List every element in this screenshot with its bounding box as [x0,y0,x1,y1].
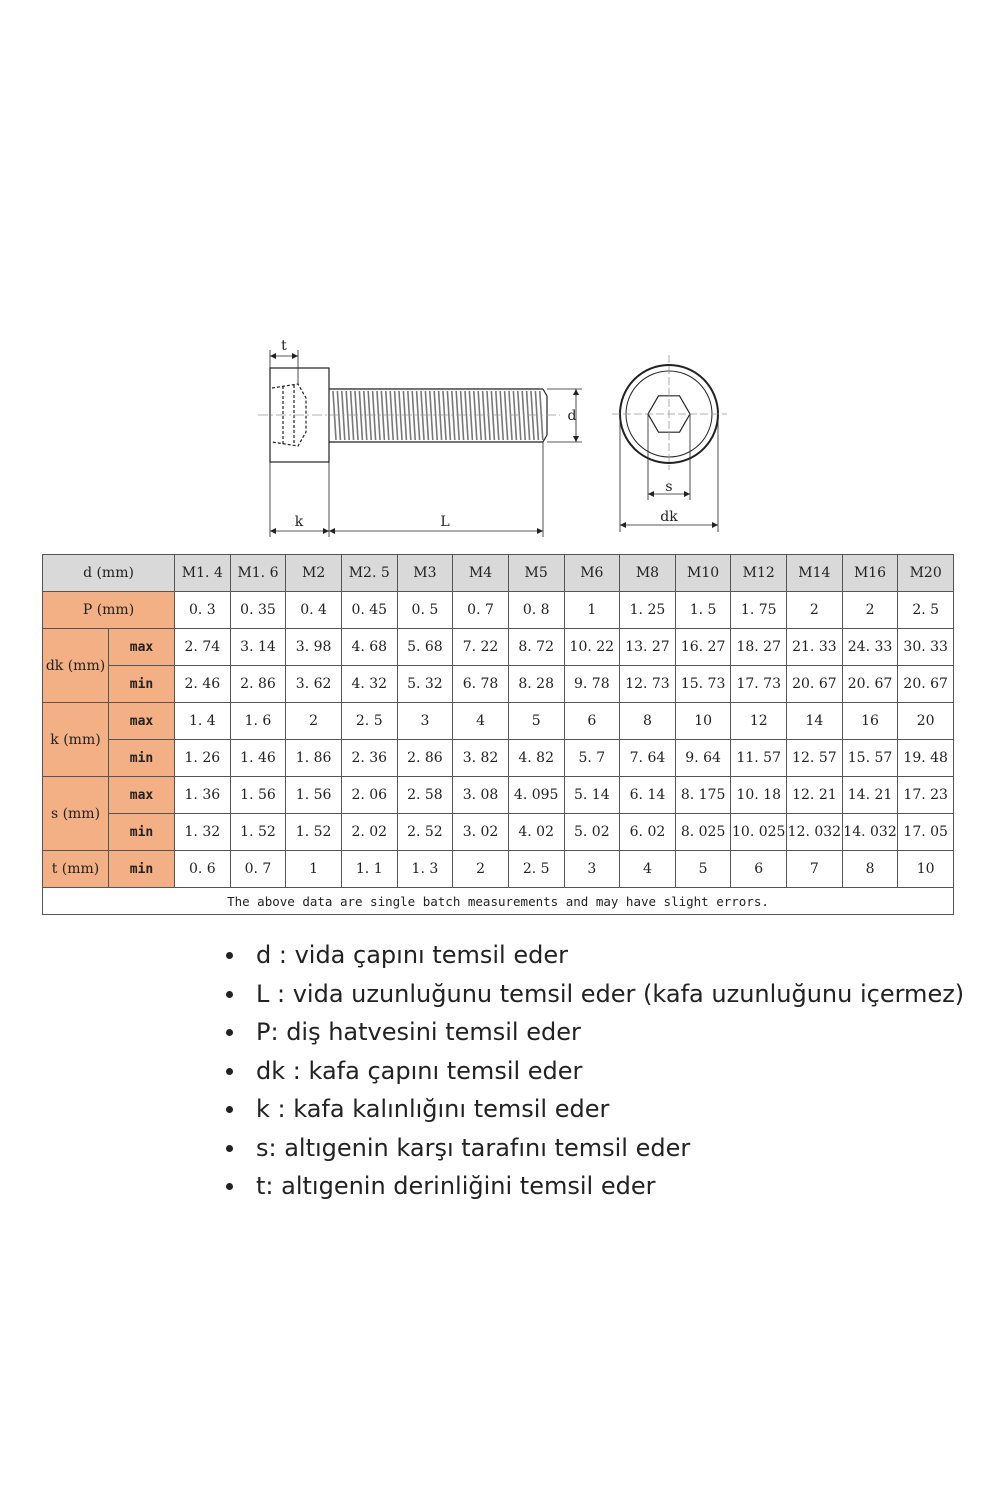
s-min-cell: 6. 02 [620,814,676,851]
t-min-cell: 8 [842,851,898,888]
t-min-cell: 7 [787,851,843,888]
t-min-cell: 10 [898,851,954,888]
dk-max-cell: 16. 27 [675,629,731,666]
thread-line [421,391,424,440]
s-max-cell: 2. 58 [397,777,453,814]
pitch-cell: 1 [564,592,620,629]
k-max-row [43,703,954,740]
thread-line [373,391,376,440]
k-min-cell: 5. 7 [564,740,620,777]
size-cell: M12 [731,555,787,592]
thread-line [474,391,477,440]
legend-item [222,975,964,1014]
legend-list [222,936,964,1206]
k-max-cell: 5 [508,703,564,740]
dk-label: dk (mm) [43,629,109,703]
k-max-cell: 20 [898,703,954,740]
k-max-cell: 6 [564,703,620,740]
dk-max-cell: 8. 72 [508,629,564,666]
k-max-cell: 1. 6 [230,703,286,740]
dimension-table [42,554,954,915]
label-d: d [567,408,577,424]
pitch-cell: 1. 75 [731,592,787,629]
k-min-cell: 1. 46 [230,740,286,777]
pitch-cell: 0. 4 [286,592,342,629]
k-max-cell: 12 [731,703,787,740]
dk-min-cell: 2. 86 [230,666,286,703]
thread-line [359,391,362,440]
pitch-cell: 0. 7 [453,592,509,629]
t-min-cell: 0. 6 [175,851,231,888]
dk-max-label: max [109,629,175,666]
k-max-cell: 8 [620,703,676,740]
s-min-row [43,814,954,851]
pitch-cell: 0. 3 [175,592,231,629]
pitch-row [43,592,954,629]
thread-line [478,391,481,440]
bullet-icon [226,991,233,998]
pitch-cell: 2 [787,592,843,629]
dk-min-cell: 20. 67 [898,666,954,703]
k-min-label: min [109,740,175,777]
k-label: k (mm) [43,703,109,777]
t-min-cell: 0. 7 [230,851,286,888]
bullet-icon [226,1145,233,1152]
pitch-cell: 1. 5 [675,592,731,629]
t-min-cell: 1 [286,851,342,888]
thread-line [447,391,450,440]
k-max-cell: 1. 4 [175,703,231,740]
k-max-cell: 14 [787,703,843,740]
thread-line [412,391,415,440]
t-min-row [43,851,954,888]
legend-text: t: altıgenin derinliğini temsil eder [256,1172,656,1200]
label-dk: dk [660,509,678,525]
s-min-cell: 1. 52 [286,814,342,851]
thread-line [456,391,459,440]
dk-max-cell: 24. 33 [842,629,898,666]
s-max-cell: 5. 14 [564,777,620,814]
bullet-icon [226,1106,233,1113]
dk-min-cell: 20. 67 [787,666,843,703]
thread-line [390,391,393,440]
legend-text: dk : kafa çapını temsil eder [256,1056,583,1085]
legend-item [222,1052,964,1091]
k-min-cell: 9. 64 [675,740,731,777]
thread-line [434,391,437,440]
t-min-cell: 2. 5 [508,851,564,888]
k-max-cell: 2. 5 [341,703,397,740]
dk-min-cell: 9. 78 [564,666,620,703]
t-min-cell: 6 [731,851,787,888]
k-max-cell: 16 [842,703,898,740]
dk-min-cell: 20. 67 [842,666,898,703]
size-cell: M20 [898,555,954,592]
s-min-cell: 10. 025 [731,814,787,851]
k-min-cell: 7. 64 [620,740,676,777]
dk-min-cell: 5. 32 [397,666,453,703]
dk-max-cell: 2. 74 [175,629,231,666]
note-row [43,888,954,915]
s-min-cell: 4. 02 [508,814,564,851]
dk-max-row [43,629,954,666]
size-cell: M10 [675,555,731,592]
s-min-cell: 2. 52 [397,814,453,851]
s-min-cell: 14. 032 [842,814,898,851]
s-max-cell: 1. 36 [175,777,231,814]
k-min-cell: 15. 57 [842,740,898,777]
label-k: k [294,514,304,530]
pitch-cell: 2 [842,592,898,629]
thread-line [346,391,349,440]
thread-line [386,391,389,440]
k-min-cell: 19. 48 [898,740,954,777]
dk-min-cell: 4. 32 [341,666,397,703]
thread-line [518,391,521,440]
pitch-cell: 0. 5 [397,592,453,629]
dk-min-cell: 17. 73 [731,666,787,703]
legend-text: s: altıgenin karşı tarafını temsil eder [256,1133,691,1162]
screw-dimension-diagram [0,0,1000,545]
size-cell: M5 [508,555,564,592]
size-cell: M1. 6 [230,555,286,592]
thread-line [522,391,525,440]
thread-line [351,391,354,440]
thread-line [461,391,464,440]
t-min-cell: 2 [453,851,509,888]
s-min-cell: 5. 02 [564,814,620,851]
k-max-label: max [109,703,175,740]
k-max-cell: 3 [397,703,453,740]
s-max-cell: 4. 095 [508,777,564,814]
size-cell: M8 [620,555,676,592]
thread-line [452,391,455,440]
s-max-label: max [109,777,175,814]
thread-line [333,391,336,440]
dk-min-cell: 2. 46 [175,666,231,703]
s-max-cell: 14. 21 [842,777,898,814]
thread-line [430,391,433,440]
k-min-cell: 3. 82 [453,740,509,777]
thread-line [540,391,543,440]
s-min-cell: 17. 05 [898,814,954,851]
legend-item [222,1013,964,1052]
thread-line [443,391,446,440]
legend-item [222,936,964,975]
s-min-cell: 8. 025 [675,814,731,851]
pitch-label: P (mm) [43,592,175,629]
thread-line [439,391,442,440]
bullet-icon [226,1029,233,1036]
dk-max-cell: 7. 22 [453,629,509,666]
thread-line [491,391,494,440]
thread-line [505,391,508,440]
dk-max-cell: 30. 33 [898,629,954,666]
k-min-cell: 2. 86 [397,740,453,777]
k-min-cell: 11. 57 [731,740,787,777]
pitch-cell: 1. 25 [620,592,676,629]
legend-item [222,1129,964,1168]
s-max-row [43,777,954,814]
k-min-cell: 1. 26 [175,740,231,777]
s-max-cell: 2. 06 [341,777,397,814]
dk-max-cell: 18. 27 [731,629,787,666]
dk-min-cell: 8. 28 [508,666,564,703]
thread-line [483,391,486,440]
legend-text: L : vida uzunluğunu temsil eder (kafa uzunluğunu içermez) [256,979,965,1008]
thread-line [403,391,406,440]
size-cell: M6 [564,555,620,592]
pitch-cell: 2. 5 [898,592,954,629]
t-min-cell: 5 [675,851,731,888]
s-max-cell: 8. 175 [675,777,731,814]
thread-line [364,391,367,440]
size-cell: M14 [787,555,843,592]
thread-line [509,391,512,440]
thread-line [527,391,530,440]
thread-line [377,391,380,440]
dk-min-cell: 3. 62 [286,666,342,703]
t-min-cell: 1. 1 [341,851,397,888]
s-max-cell: 12. 21 [787,777,843,814]
legend-text: k : kafa kalınlığını temsil eder [256,1095,610,1123]
k-max-cell: 2 [286,703,342,740]
thread-line [496,391,499,440]
k-max-cell: 10 [675,703,731,740]
s-label: s (mm) [43,777,109,851]
legend-text: P: diş hatvesini temsil eder [256,1018,581,1046]
dk-max-cell: 13. 27 [620,629,676,666]
dk-min-cell: 12. 73 [620,666,676,703]
thread-line [469,391,472,440]
k-min-cell: 1. 86 [286,740,342,777]
t-min-cell: 3 [564,851,620,888]
k-max-cell: 4 [453,703,509,740]
dk-min-label: min [109,666,175,703]
thread-line [395,391,398,440]
s-min-cell: 3. 02 [453,814,509,851]
s-max-cell: 6. 14 [620,777,676,814]
thread-line [355,391,358,440]
pitch-cell: 0. 8 [508,592,564,629]
header-d-label: d (mm) [43,555,175,592]
s-max-cell: 1. 56 [286,777,342,814]
k-min-row [43,740,954,777]
table-note: The above data are single batch measurements and may have slight errors. [43,888,954,915]
bullet-icon [226,1183,233,1190]
size-row [43,555,954,592]
t-label: t (mm) [43,851,109,888]
legend-item [222,1090,964,1129]
s-min-cell: 1. 32 [175,814,231,851]
dk-min-cell: 6. 78 [453,666,509,703]
thread-line [417,391,420,440]
thread-line [368,391,371,440]
size-cell: M4 [453,555,509,592]
size-cell: M2 [286,555,342,592]
t-min-cell: 1. 3 [397,851,453,888]
bullet-icon [226,952,233,959]
size-cell: M2. 5 [341,555,397,592]
thread-line [337,391,340,440]
thread-line [535,391,538,440]
s-max-cell: 1. 56 [230,777,286,814]
s-min-cell: 12. 032 [787,814,843,851]
s-max-cell: 17. 23 [898,777,954,814]
label-t: t [281,338,287,354]
t-min-label: min [109,851,175,888]
thread-line [408,391,411,440]
dk-max-cell: 10. 22 [564,629,620,666]
legend-text: d : vida çapını temsil eder [256,941,568,969]
thread-line [342,391,345,440]
s-max-cell: 3. 08 [453,777,509,814]
k-min-cell: 4. 82 [508,740,564,777]
dk-max-cell: 3. 14 [230,629,286,666]
pitch-cell: 0. 35 [230,592,286,629]
bullet-icon [226,1068,233,1075]
thread-line [500,391,503,440]
thread-line [399,391,402,440]
thread-line [425,391,428,440]
dk-max-cell: 21. 33 [787,629,843,666]
s-min-label: min [109,814,175,851]
dk-min-cell: 15. 73 [675,666,731,703]
thread-line [513,391,516,440]
k-min-cell: 12. 57 [787,740,843,777]
thread-line [487,391,490,440]
thread-line [381,391,384,440]
dk-min-row [43,666,954,703]
dk-max-cell: 3. 98 [286,629,342,666]
thread-line [531,391,534,440]
s-min-cell: 2. 02 [341,814,397,851]
size-cell: M16 [842,555,898,592]
pitch-cell: 0. 45 [341,592,397,629]
size-cell: M3 [397,555,453,592]
dk-max-cell: 4. 68 [341,629,397,666]
label-s: s [665,479,673,495]
legend-item [222,1167,964,1206]
dk-max-cell: 5. 68 [397,629,453,666]
thread-lines [333,391,543,440]
s-max-cell: 10. 18 [731,777,787,814]
t-min-cell: 4 [620,851,676,888]
s-min-cell: 1. 52 [230,814,286,851]
thread-line [465,391,468,440]
k-min-cell: 2. 36 [341,740,397,777]
label-L: L [440,514,450,530]
size-cell: M1. 4 [175,555,231,592]
